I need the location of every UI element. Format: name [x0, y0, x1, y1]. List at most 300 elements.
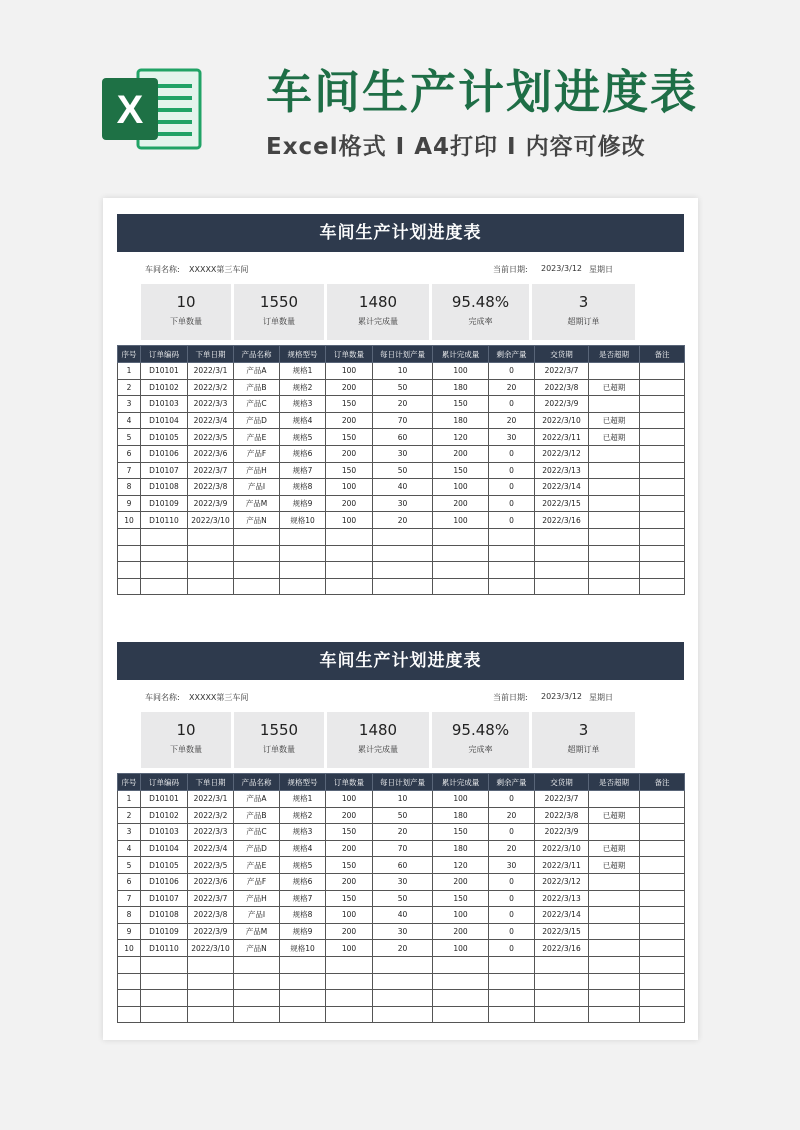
table-cell	[640, 545, 685, 562]
table-cell	[535, 578, 589, 595]
table-cell: 0	[489, 462, 535, 479]
table-row	[118, 379, 685, 396]
stat-card	[234, 284, 324, 340]
table-cell: D10107	[141, 462, 188, 479]
table-cell: 0	[489, 907, 535, 924]
table-cell: 100	[326, 363, 373, 380]
table-header-row	[118, 346, 685, 363]
table-cell	[433, 956, 489, 973]
table-cell: 8	[118, 907, 141, 924]
table-cell	[589, 562, 640, 579]
sheet-meta	[117, 680, 684, 712]
stat-label: 完成率	[468, 317, 493, 326]
table-cell: 0	[489, 445, 535, 462]
column-header: 规格型号	[280, 346, 326, 363]
table-cell	[118, 956, 141, 973]
stat-label: 下单数量	[170, 745, 202, 754]
table-cell: 产品N	[234, 512, 280, 529]
column-header: 订单编码	[141, 346, 188, 363]
table-cell	[141, 562, 188, 579]
table-cell	[589, 578, 640, 595]
column-header: 序号	[118, 346, 141, 363]
table-cell: 2022/3/10	[535, 412, 589, 429]
table-cell: 2022/3/4	[188, 840, 234, 857]
table-cell: 0	[489, 923, 535, 940]
table-cell	[640, 956, 685, 973]
table-cell: 2022/3/2	[188, 807, 234, 824]
table-cell: 70	[373, 412, 433, 429]
table-cell	[640, 890, 685, 907]
table-cell: 200	[326, 445, 373, 462]
table-cell: 100	[433, 512, 489, 529]
table-cell	[373, 990, 433, 1007]
table-cell	[489, 562, 535, 579]
stat-value: 3	[578, 721, 589, 739]
table-cell: 产品A	[234, 791, 280, 808]
table-row	[118, 528, 685, 545]
table-cell	[640, 512, 685, 529]
table-row	[118, 807, 685, 824]
table-cell: 规格7	[280, 462, 326, 479]
table-cell	[141, 973, 188, 990]
column-header: 订单编码	[141, 774, 188, 791]
column-header: 备注	[640, 774, 685, 791]
table-cell	[489, 578, 535, 595]
table-cell: 10	[373, 791, 433, 808]
document-page	[103, 198, 698, 1040]
table-cell: 规格1	[280, 363, 326, 380]
table-cell: 2	[118, 379, 141, 396]
stats-row	[117, 284, 684, 340]
table-cell: 2022/3/12	[535, 873, 589, 890]
table-cell: 产品A	[234, 363, 280, 380]
sheet-title: 车间生产计划进度表	[117, 214, 684, 252]
table-cell: 30	[373, 923, 433, 940]
table-cell	[589, 512, 640, 529]
table-cell	[589, 495, 640, 512]
table-cell: 规格9	[280, 923, 326, 940]
table-cell	[433, 528, 489, 545]
table-cell: 0	[489, 791, 535, 808]
table-cell: 3	[118, 824, 141, 841]
table-cell: 30	[373, 873, 433, 890]
column-header: 规格型号	[280, 774, 326, 791]
table-cell: 150	[433, 462, 489, 479]
table-cell: 150	[326, 890, 373, 907]
table-cell	[326, 1006, 373, 1023]
table-row	[118, 857, 685, 874]
table-cell: 50	[373, 462, 433, 479]
table-row	[118, 923, 685, 940]
table-cell: 200	[433, 873, 489, 890]
table-cell: 100	[433, 363, 489, 380]
column-header: 剩余产量	[489, 774, 535, 791]
table-cell	[589, 363, 640, 380]
table-cell: D10110	[141, 512, 188, 529]
table-row	[118, 940, 685, 957]
table-cell	[234, 545, 280, 562]
table-cell	[118, 1006, 141, 1023]
table-cell: 2022/3/4	[188, 412, 234, 429]
logo-letter: X	[116, 88, 144, 132]
table-cell: 100	[326, 791, 373, 808]
date-label: 当前日期:	[493, 265, 528, 274]
table-row	[118, 495, 685, 512]
table-cell: 200	[326, 495, 373, 512]
stat-value: 1480	[358, 293, 398, 311]
table-cell	[141, 990, 188, 1007]
table-cell: 6	[118, 873, 141, 890]
table-cell	[640, 857, 685, 874]
table-cell: 2022/3/14	[535, 479, 589, 496]
table-row	[118, 363, 685, 380]
table-cell: 200	[326, 379, 373, 396]
table-cell: 2022/3/16	[535, 512, 589, 529]
table-cell	[489, 528, 535, 545]
table-row	[118, 907, 685, 924]
table-cell: 200	[326, 923, 373, 940]
date-value: 2023/3/12	[541, 692, 583, 701]
table-cell	[640, 412, 685, 429]
table-cell: 100	[433, 479, 489, 496]
table-cell: 2022/3/15	[535, 923, 589, 940]
table-cell: 7	[118, 890, 141, 907]
table-cell: 产品N	[234, 940, 280, 957]
table-cell	[188, 545, 234, 562]
table-cell: 150	[326, 857, 373, 874]
table-cell: 0	[489, 495, 535, 512]
table-cell	[326, 562, 373, 579]
table-cell	[640, 379, 685, 396]
table-cell: 产品C	[234, 824, 280, 841]
table-cell	[433, 1006, 489, 1023]
table-cell	[280, 973, 326, 990]
table-cell: 100	[326, 940, 373, 957]
table-cell	[535, 956, 589, 973]
table-cell	[535, 973, 589, 990]
stat-value: 10	[176, 721, 196, 739]
table-cell	[188, 562, 234, 579]
table-cell	[141, 956, 188, 973]
table-cell	[640, 791, 685, 808]
table-cell	[326, 528, 373, 545]
table-cell: 150	[326, 462, 373, 479]
table-cell: 2022/3/9	[188, 495, 234, 512]
table-cell	[489, 1006, 535, 1023]
table-cell: 2022/3/10	[188, 512, 234, 529]
column-header: 下单日期	[188, 346, 234, 363]
table-cell: 50	[373, 890, 433, 907]
stat-label: 下单数量	[170, 317, 202, 326]
table-cell: D10105	[141, 429, 188, 446]
table-cell: 100	[326, 512, 373, 529]
table-cell	[589, 873, 640, 890]
table-cell: 150	[326, 429, 373, 446]
table-row	[118, 890, 685, 907]
table-cell: 2022/3/1	[188, 791, 234, 808]
table-cell	[640, 479, 685, 496]
production-table	[117, 773, 685, 1023]
table-cell: 10	[118, 512, 141, 529]
table-cell	[589, 479, 640, 496]
table-cell	[141, 528, 188, 545]
table-row	[118, 578, 685, 595]
table-cell	[640, 840, 685, 857]
table-row	[118, 791, 685, 808]
table-row	[118, 1006, 685, 1023]
table-cell	[326, 990, 373, 1007]
table-cell: 2022/3/7	[188, 890, 234, 907]
table-cell: 2022/3/10	[188, 940, 234, 957]
table-cell: 规格3	[280, 396, 326, 413]
table-cell: 180	[433, 412, 489, 429]
table-cell	[640, 562, 685, 579]
table-cell: 200	[433, 445, 489, 462]
table-cell: 2022/3/9	[188, 923, 234, 940]
table-cell	[640, 429, 685, 446]
table-cell	[188, 973, 234, 990]
table-cell	[640, 462, 685, 479]
table-cell: 200	[433, 495, 489, 512]
table-cell	[640, 396, 685, 413]
column-header: 备注	[640, 346, 685, 363]
table-cell: D10106	[141, 873, 188, 890]
table-cell: D10102	[141, 807, 188, 824]
table-cell	[373, 528, 433, 545]
table-row	[118, 512, 685, 529]
table-cell	[640, 940, 685, 957]
sheet-meta	[117, 252, 684, 284]
table-cell: 规格2	[280, 807, 326, 824]
table-cell: 2022/3/7	[535, 791, 589, 808]
table-cell	[589, 890, 640, 907]
table-cell	[234, 578, 280, 595]
table-cell: 0	[489, 890, 535, 907]
table-cell	[326, 545, 373, 562]
table-cell	[326, 956, 373, 973]
table-cell: 产品B	[234, 379, 280, 396]
stat-card	[532, 284, 635, 340]
table-cell	[640, 363, 685, 380]
table-cell	[640, 807, 685, 824]
table-cell: 70	[373, 840, 433, 857]
table-cell	[640, 873, 685, 890]
table-cell: 9	[118, 923, 141, 940]
table-cell: D10110	[141, 940, 188, 957]
table-cell: 60	[373, 857, 433, 874]
table-row	[118, 990, 685, 1007]
table-cell: 150	[433, 824, 489, 841]
column-header: 剩余产量	[489, 346, 535, 363]
table-cell	[373, 562, 433, 579]
table-cell	[640, 907, 685, 924]
workshop-label: 车间名称:	[145, 265, 180, 274]
table-cell	[489, 545, 535, 562]
table-cell: 0	[489, 940, 535, 957]
table-cell: 规格4	[280, 412, 326, 429]
workshop-label: 车间名称:	[145, 693, 180, 702]
table-cell	[589, 907, 640, 924]
table-cell: 2022/3/8	[535, 807, 589, 824]
stat-card	[532, 712, 635, 768]
table-cell: 2022/3/9	[535, 824, 589, 841]
table-cell	[188, 578, 234, 595]
table-cell: 规格6	[280, 873, 326, 890]
table-cell	[433, 973, 489, 990]
stat-value: 95.48%	[451, 721, 510, 739]
table-cell	[326, 578, 373, 595]
table-cell: 0	[489, 873, 535, 890]
table-cell: D10109	[141, 495, 188, 512]
stat-label: 累计完成量	[358, 745, 398, 754]
table-cell	[373, 973, 433, 990]
table-cell	[535, 528, 589, 545]
page-subtitle: Excel格式 I A4打印 I 内容可修改	[266, 134, 646, 160]
table-cell: 2022/3/5	[188, 857, 234, 874]
table-cell: 规格9	[280, 495, 326, 512]
table-cell: 8	[118, 479, 141, 496]
table-cell: D10101	[141, 791, 188, 808]
table-cell	[433, 990, 489, 1007]
column-header: 每日计划产量	[373, 346, 433, 363]
table-cell: 30	[489, 429, 535, 446]
table-cell: 9	[118, 495, 141, 512]
table-cell: D10101	[141, 363, 188, 380]
table-row	[118, 973, 685, 990]
table-cell: 2	[118, 807, 141, 824]
table-cell: 2022/3/9	[535, 396, 589, 413]
table-cell: 2022/3/6	[188, 873, 234, 890]
table-row	[118, 396, 685, 413]
table-cell: 规格8	[280, 479, 326, 496]
table-cell	[280, 528, 326, 545]
table-cell: 规格8	[280, 907, 326, 924]
sheet-title: 车间生产计划进度表	[117, 642, 684, 680]
stat-value: 95.48%	[451, 293, 510, 311]
table-cell: 2022/3/13	[535, 890, 589, 907]
table-cell: 200	[326, 873, 373, 890]
column-header: 下单日期	[188, 774, 234, 791]
table-cell: 2022/3/16	[535, 940, 589, 957]
table-cell: 0	[489, 479, 535, 496]
table-cell: D10103	[141, 824, 188, 841]
table-cell: 已超期	[589, 412, 640, 429]
table-cell	[640, 990, 685, 1007]
stat-label: 订单数量	[263, 317, 295, 326]
table-cell: 2022/3/11	[535, 429, 589, 446]
table-row	[118, 479, 685, 496]
table-cell: 规格7	[280, 890, 326, 907]
table-cell: 30	[489, 857, 535, 874]
stat-label: 超期订单	[567, 745, 600, 754]
date-value: 2023/3/12	[541, 264, 583, 273]
table-cell: 2022/3/12	[535, 445, 589, 462]
table-cell: 4	[118, 412, 141, 429]
table-cell: 2022/3/8	[535, 379, 589, 396]
sheet-bottom	[117, 642, 684, 1023]
table-cell: D10106	[141, 445, 188, 462]
table-cell: 0	[489, 363, 535, 380]
stat-card	[234, 712, 324, 768]
table-cell: 产品D	[234, 412, 280, 429]
table-cell	[326, 973, 373, 990]
table-cell: 已超期	[589, 429, 640, 446]
table-row	[118, 840, 685, 857]
table-row	[118, 873, 685, 890]
table-cell: 规格5	[280, 857, 326, 874]
stat-card	[327, 284, 429, 340]
table-cell	[640, 495, 685, 512]
table-cell	[589, 528, 640, 545]
table-row	[118, 462, 685, 479]
stat-card	[432, 712, 529, 768]
column-header: 订单数量	[326, 774, 373, 791]
table-cell: 已超期	[589, 807, 640, 824]
table-cell	[640, 445, 685, 462]
table-cell	[234, 973, 280, 990]
table-cell	[118, 545, 141, 562]
table-cell: 30	[373, 445, 433, 462]
table-cell	[118, 578, 141, 595]
table-cell	[280, 1006, 326, 1023]
table-cell: 6	[118, 445, 141, 462]
table-cell: 2022/3/7	[535, 363, 589, 380]
column-header: 每日计划产量	[373, 774, 433, 791]
table-cell: 20	[373, 512, 433, 529]
table-cell: 已超期	[589, 857, 640, 874]
table-cell: 200	[433, 923, 489, 940]
table-cell	[640, 824, 685, 841]
table-cell: 20	[373, 824, 433, 841]
table-cell: 规格3	[280, 824, 326, 841]
table-cell: 规格1	[280, 791, 326, 808]
table-cell: 5	[118, 857, 141, 874]
table-cell: 200	[326, 412, 373, 429]
table-cell	[280, 578, 326, 595]
table-cell: 150	[433, 396, 489, 413]
column-header: 是否超期	[589, 774, 640, 791]
stats-row	[117, 712, 684, 768]
table-cell: 200	[326, 840, 373, 857]
table-cell	[373, 578, 433, 595]
sheet-top	[117, 214, 684, 595]
table-cell: 2022/3/13	[535, 462, 589, 479]
table-cell: D10109	[141, 923, 188, 940]
table-cell: D10108	[141, 479, 188, 496]
table-cell	[141, 545, 188, 562]
table-cell: D10102	[141, 379, 188, 396]
stat-label: 超期订单	[567, 317, 600, 326]
table-cell: 180	[433, 379, 489, 396]
table-cell: 产品I	[234, 907, 280, 924]
table-cell	[118, 528, 141, 545]
table-cell: 5	[118, 429, 141, 446]
table-row	[118, 429, 685, 446]
table-cell: 0	[489, 512, 535, 529]
table-cell: 20	[373, 940, 433, 957]
table-cell: 150	[326, 824, 373, 841]
table-cell: 产品E	[234, 429, 280, 446]
table-row	[118, 824, 685, 841]
table-row	[118, 412, 685, 429]
table-cell: 100	[326, 907, 373, 924]
table-cell	[535, 545, 589, 562]
table-cell: 50	[373, 379, 433, 396]
page-title: 车间生产计划进度表	[266, 65, 698, 119]
column-header: 产品名称	[234, 346, 280, 363]
table-cell: 2022/3/3	[188, 396, 234, 413]
table-cell: 120	[433, 429, 489, 446]
